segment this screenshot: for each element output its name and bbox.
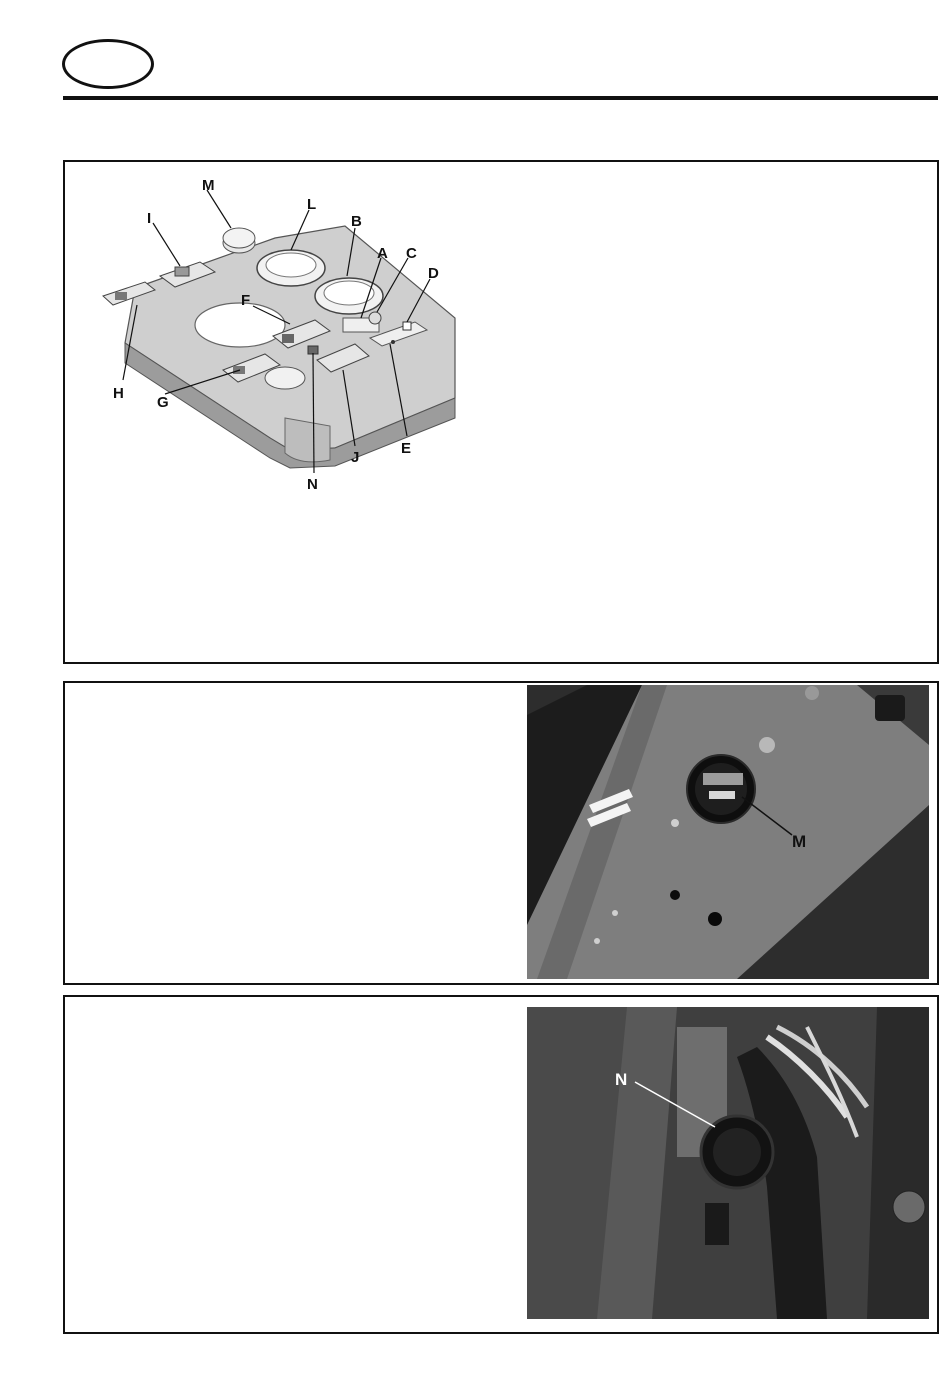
control-panel-drawing — [85, 168, 505, 498]
label-e: E — [401, 440, 412, 457]
control-panel-figure-frame — [63, 160, 939, 664]
wiring-photo — [527, 1007, 929, 1319]
wiring-figure-frame — [63, 995, 939, 1334]
label-l: L — [307, 196, 317, 213]
header-rule — [63, 96, 938, 100]
label-g: G — [157, 394, 169, 411]
hour-meter-figure-frame — [63, 681, 939, 985]
language-badge — [62, 39, 154, 89]
label-f: F — [241, 292, 251, 309]
label-h: H — [113, 385, 124, 402]
photo-label-n: N — [615, 1070, 628, 1089]
label-c: C — [406, 245, 417, 262]
label-b: B — [351, 213, 362, 230]
photo-label-m: M — [792, 832, 807, 851]
label-d: D — [428, 265, 439, 282]
panel-opening — [195, 303, 285, 347]
hour-meter-photo — [527, 685, 929, 979]
label-j: J — [351, 449, 360, 466]
label-m: M — [202, 177, 215, 194]
label-a: A — [377, 245, 388, 262]
label-n: N — [307, 476, 318, 493]
label-i: I — [147, 210, 152, 227]
